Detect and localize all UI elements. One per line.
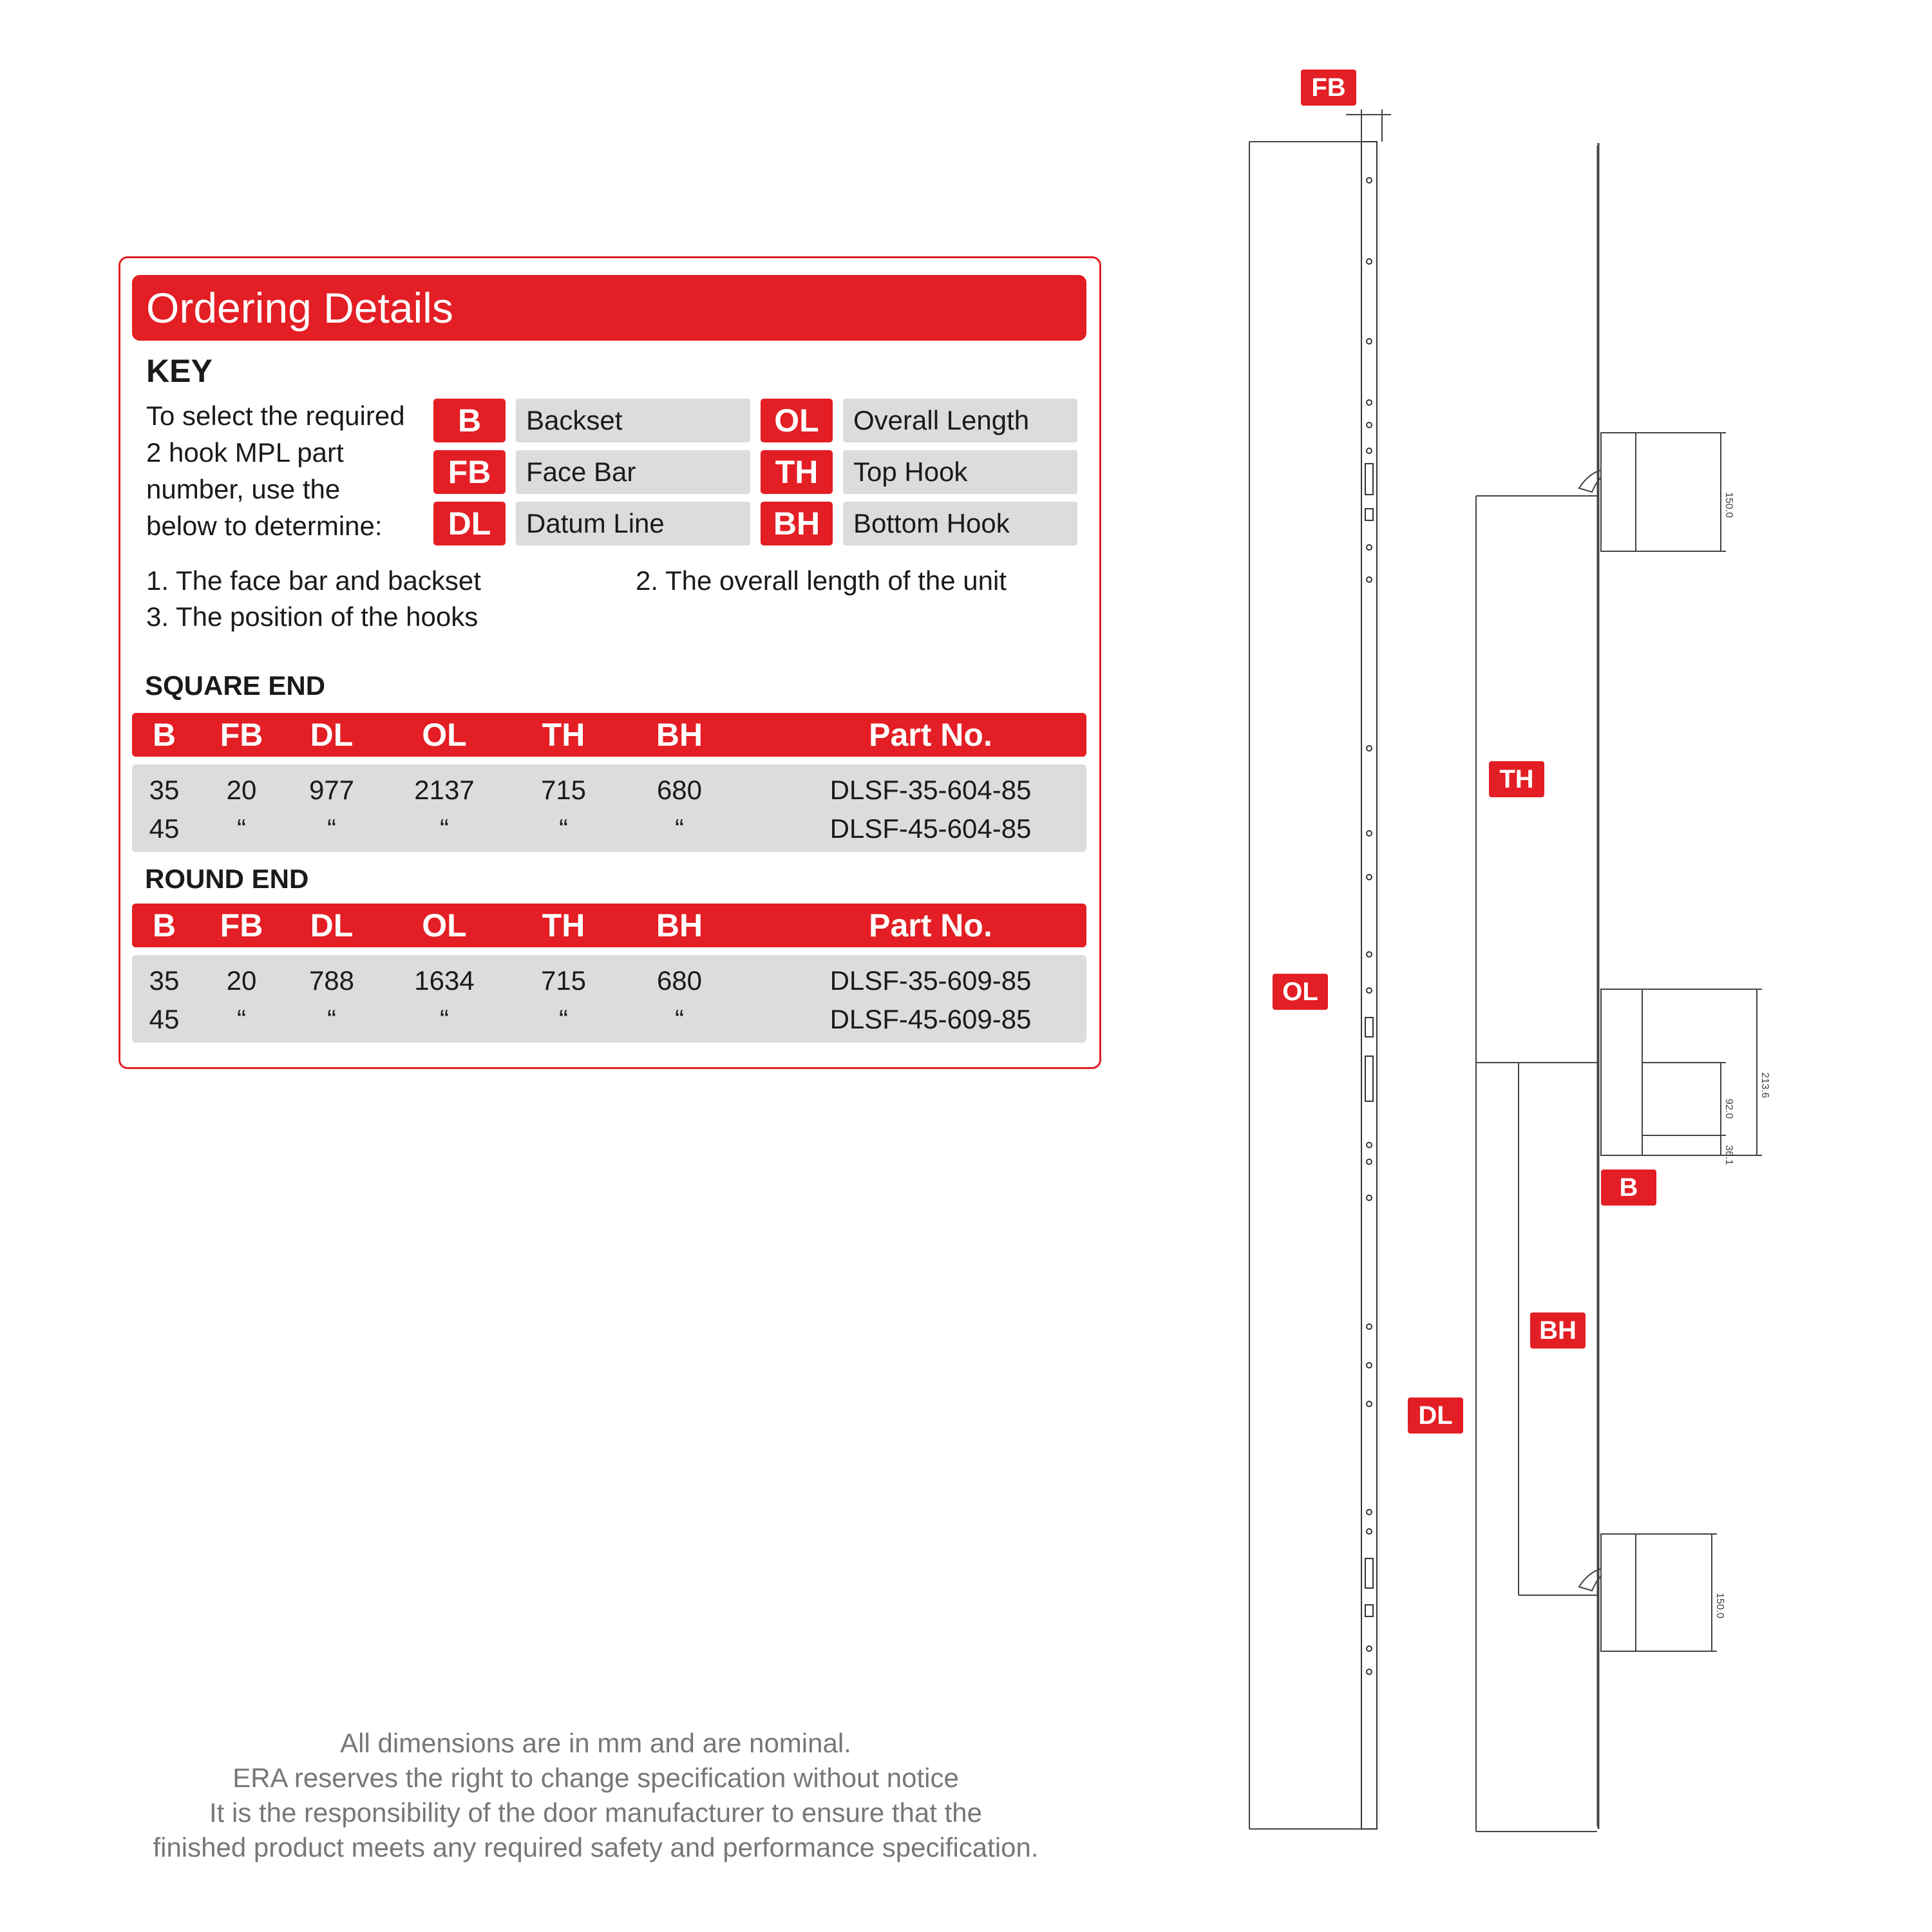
intro-line: number, use the xyxy=(146,474,341,504)
table-cell: 680 xyxy=(656,775,703,805)
key-label: Overall Length xyxy=(843,399,1077,442)
column-header: TH xyxy=(542,907,585,943)
part-number-cell: DLSF-45-609-85 xyxy=(829,1004,1032,1034)
key-row xyxy=(433,399,1080,442)
dimension-cylinder: 36.1 xyxy=(1723,1145,1734,1166)
key-row xyxy=(433,450,1080,494)
key-row xyxy=(433,502,1080,545)
ordering-details-panel xyxy=(118,256,1101,1069)
tag-th: TH xyxy=(1489,761,1544,797)
table-cell: 45 xyxy=(149,1004,180,1034)
part-number-cell: DLSF-35-609-85 xyxy=(829,965,1032,996)
tag-dl: DL xyxy=(1408,1397,1463,1434)
key-label: Face Bar xyxy=(516,450,750,494)
key-intro xyxy=(146,397,423,544)
square-end-heading: SQUARE END xyxy=(145,670,326,701)
column-header: BH xyxy=(656,907,703,943)
table-cell: 715 xyxy=(540,965,587,996)
table-cell: 20 xyxy=(226,965,257,996)
key-label: Bottom Hook xyxy=(843,502,1077,545)
table-cell: “ xyxy=(559,813,568,844)
disclaimer-line: All dimensions are in mm and are nominal. xyxy=(340,1728,851,1758)
table-cell: “ xyxy=(559,1004,568,1034)
column-header: FB xyxy=(220,717,263,753)
key-label: Backset xyxy=(516,399,750,442)
key-code: DL xyxy=(433,502,506,545)
round-end-heading: ROUND END xyxy=(145,864,309,894)
disclaimer-line: It is the responsibility of the door manufacturer to ensure that the xyxy=(209,1797,982,1828)
key-grid xyxy=(433,399,1080,547)
part-number-cell: DLSF-35-604-85 xyxy=(829,775,1032,805)
column-header: B xyxy=(152,717,176,753)
table-cell: “ xyxy=(440,1004,449,1034)
table-cell: “ xyxy=(675,813,684,844)
dimension-gearbox: 213.6 xyxy=(1759,1072,1770,1099)
table-cell: 680 xyxy=(656,965,703,996)
column-header: OL xyxy=(422,907,467,943)
part-number-cell: DLSF-45-604-85 xyxy=(829,813,1032,844)
key-label: Top Hook xyxy=(843,450,1077,494)
column-header: B xyxy=(152,907,176,943)
table-cell: 715 xyxy=(540,775,587,805)
square-end-table-body xyxy=(132,764,1086,852)
top-hook-case xyxy=(1601,433,1636,551)
square-end-table-header xyxy=(132,713,1086,757)
bottom-hook-case xyxy=(1601,1534,1636,1651)
tag-fb: FB xyxy=(1301,70,1356,106)
table-cell: 35 xyxy=(149,775,180,805)
column-header: DL xyxy=(310,907,354,943)
table-cell: “ xyxy=(327,1004,336,1034)
dimension-bottom-hook: 150.0 xyxy=(1714,1593,1725,1619)
tag-ol: OL xyxy=(1273,974,1328,1010)
table-cell: 2137 xyxy=(414,775,475,805)
table-cell: 45 xyxy=(149,813,180,844)
table-cell: 977 xyxy=(308,775,355,805)
key-code: B xyxy=(433,399,506,442)
table-cell: “ xyxy=(237,1004,246,1034)
key-code: TH xyxy=(761,450,833,494)
table-cell: 1634 xyxy=(414,965,475,996)
key-heading: KEY xyxy=(146,353,213,389)
intro-line: To select the required xyxy=(146,401,405,431)
step-3: 3. The position of the hooks xyxy=(146,601,478,632)
lock-diagram xyxy=(1224,52,1868,1906)
tag-b: B xyxy=(1601,1170,1656,1206)
dimension-centre: 92.0 xyxy=(1723,1099,1734,1119)
table-cell: “ xyxy=(327,813,336,844)
key-code: BH xyxy=(761,502,833,545)
column-header: BH xyxy=(656,717,703,753)
intro-line: 2 hook MPL part xyxy=(146,437,344,468)
disclaimer-line: finished product meets any required safety and performance specification. xyxy=(153,1832,1039,1862)
round-end-table-header xyxy=(132,904,1086,947)
disclaimer-line: ERA reserves the right to change specification without notice xyxy=(232,1763,959,1793)
round-end-table-body xyxy=(132,955,1086,1043)
column-header: FB xyxy=(220,907,263,943)
key-code: OL xyxy=(761,399,833,442)
gearbox-case xyxy=(1601,989,1642,1155)
intro-line: below to determine: xyxy=(146,511,383,541)
key-code: FB xyxy=(433,450,506,494)
step-2: 2. The overall length of the unit xyxy=(636,565,1007,596)
column-header: Part No. xyxy=(869,717,992,753)
table-cell: 20 xyxy=(226,775,257,805)
key-label: Datum Line xyxy=(516,502,750,545)
table-cell: 788 xyxy=(308,965,355,996)
table-cell: 35 xyxy=(149,965,180,996)
table-cell: “ xyxy=(237,813,246,844)
tag-bh: BH xyxy=(1530,1312,1586,1349)
step-1: 1. The face bar and backset xyxy=(146,565,481,596)
column-header: TH xyxy=(542,717,585,753)
column-header: DL xyxy=(310,717,354,753)
column-header: OL xyxy=(422,717,467,753)
disclaimer xyxy=(129,1726,1063,1865)
table-cell: “ xyxy=(440,813,449,844)
table-cell: “ xyxy=(675,1004,684,1034)
dimension-top-hook: 150.0 xyxy=(1723,492,1734,518)
panel-title: Ordering Details xyxy=(132,275,1086,341)
column-header: Part No. xyxy=(869,907,992,943)
